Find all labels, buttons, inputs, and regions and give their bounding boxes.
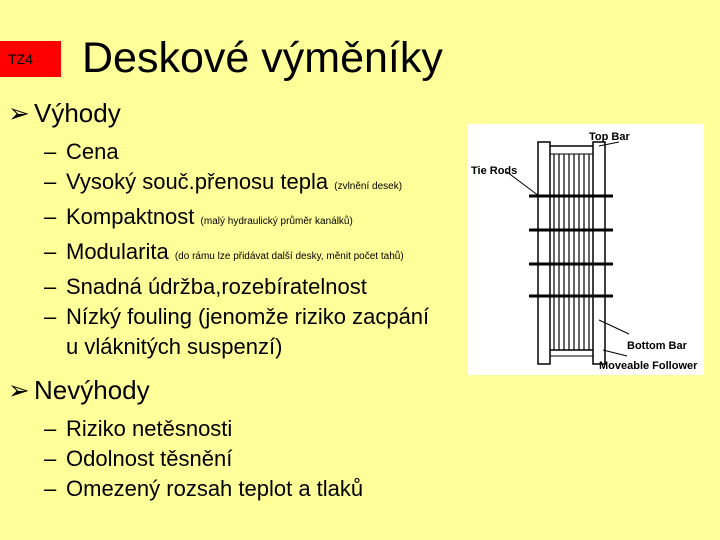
list-item [44, 272, 429, 302]
dash-bullet: – [44, 274, 57, 299]
slide-title: Deskové výměníky [82, 34, 443, 82]
item-note: (malý hydraulický průměr kanálků) [200, 216, 353, 227]
plate-pack [554, 154, 589, 350]
item-text: Modularita [66, 239, 169, 264]
advantages-heading-text: Výhody [34, 98, 121, 128]
disadvantages-list [44, 414, 363, 504]
dash-bullet: – [44, 169, 57, 194]
disadvantages-heading-text: Nevýhody [34, 375, 150, 405]
dash-bullet: – [44, 304, 57, 329]
list-item [44, 237, 429, 272]
list-item [44, 474, 363, 504]
label-tie-rods: Tie Rods [471, 165, 518, 177]
moveable-follower-post [593, 142, 605, 364]
dash-bullet: – [44, 476, 57, 501]
label-bottom-bar: Bottom Bar [627, 340, 687, 352]
item-text: Omezený rozsah teplot a tlaků [66, 476, 364, 501]
dash-bullet: – [44, 446, 57, 471]
item-text: Nízký fouling (jenomže riziko zacpání [66, 304, 430, 329]
item-note: (zvlnění desek) [334, 181, 403, 192]
item-text: Snadná údržba,rozebíratelnost [66, 274, 367, 299]
list-item [44, 444, 363, 474]
slide-badge: TZ4 [0, 41, 61, 77]
advantages-heading [8, 97, 121, 129]
label-moveable-follower: Moveable Follower [599, 360, 698, 372]
list-item [44, 302, 429, 362]
item-text: Vysoký souč.přenosu tepla [66, 169, 329, 194]
label-top-bar: Top Bar [589, 131, 630, 143]
dash-bullet: – [44, 139, 57, 164]
list-item [44, 167, 429, 202]
arrow-bullet-icon: ➢ [8, 98, 30, 128]
plate-heat-exchanger-figure [467, 124, 704, 375]
item-text: Riziko netěsnosti [66, 416, 233, 441]
list-item [44, 414, 363, 444]
fixed-frame-post [538, 142, 550, 364]
leader-lines [507, 142, 629, 356]
item-continuation: u vláknitých suspenzí) [66, 334, 283, 359]
item-text: Cena [66, 139, 119, 164]
item-text: Odolnost těsnění [66, 446, 233, 471]
dash-bullet: – [44, 239, 57, 264]
item-text: Kompaktnost [66, 204, 195, 229]
item-note: (do rámu lze přidávat další desky, měnit počet tahů) [174, 251, 404, 262]
disadvantages-heading [8, 374, 150, 406]
list-item [44, 202, 429, 237]
arrow-bullet-icon: ➢ [8, 375, 30, 405]
plate-frame-diagram [467, 124, 704, 375]
list-item [44, 137, 429, 167]
dash-bullet: – [44, 416, 57, 441]
advantages-list [44, 137, 429, 362]
dash-bullet: – [44, 204, 57, 229]
